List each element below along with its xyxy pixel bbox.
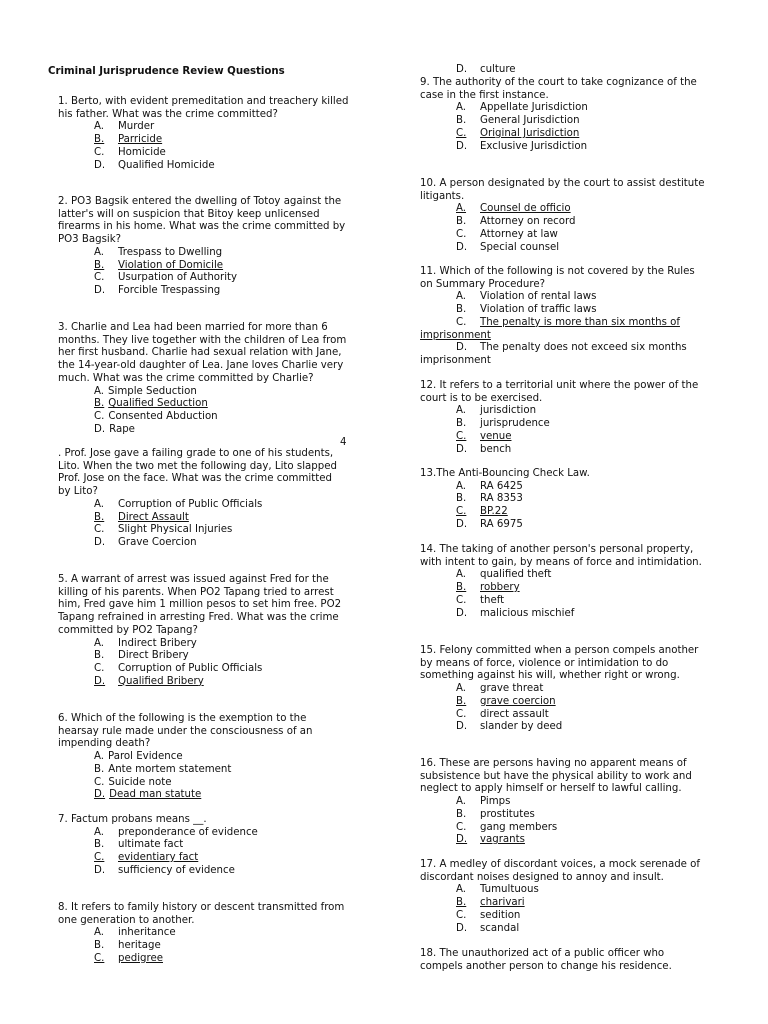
- answer-option: [420, 342, 710, 367]
- question-1: [58, 96, 350, 172]
- option-text: Attorney on record: [480, 216, 576, 228]
- option-text: Violation of traffic laws: [480, 304, 597, 316]
- option-letter: D.: [94, 536, 106, 548]
- answer-option: [58, 676, 350, 689]
- option-letter: A.: [456, 796, 467, 808]
- option-text: Corruption of Public Officials: [118, 498, 263, 510]
- option-text: gang members: [480, 821, 558, 833]
- answer-option: [58, 663, 350, 676]
- answer-option: [58, 411, 350, 424]
- answer-option: [58, 638, 350, 651]
- option-text: inheritance: [118, 927, 176, 939]
- option-letter: D.: [456, 140, 468, 152]
- option-letter: B.: [456, 897, 467, 909]
- question-text: 5. A warrant of arrest was issued against Fred for the killing of his parents. When PO2 Tapang tried to arrest him, Fred gave him 1 million pesos to set him free. PO2 Tapang refrained in arresting Fred. What was the crime committed by PO2 Tapang?: [58, 574, 342, 636]
- options: [420, 884, 710, 935]
- option-text: Grave Coercion: [118, 536, 197, 548]
- option-text: malicious mischief: [480, 607, 575, 619]
- option-text: sufficiency of evidence: [118, 864, 235, 876]
- answer-option: [58, 424, 350, 437]
- option-letter: B.: [94, 259, 105, 271]
- option-text: Pimps: [480, 796, 511, 808]
- option-text: Parol Evidence: [108, 751, 183, 763]
- option-letter: A.: [94, 751, 105, 763]
- option-text: jurisprudence: [480, 418, 550, 430]
- option-letter: A.: [456, 203, 467, 215]
- option-text: bench: [480, 443, 512, 455]
- option-letter: B.: [94, 650, 105, 662]
- question-text: 3. Charlie and Lea had been married for more than 6 months. They live together with the children of Lea from her first husband. Charlie had sexual relation with Jane, the 14-year-old daughter of Lea. Jane loves Charlie very much. What was the crime committed by Charlie?: [58, 322, 347, 384]
- question-5: [58, 574, 350, 688]
- question-text: 6. Which of the following is the exemption to the hearsay rule made under the consciousness of an impending death?: [58, 713, 313, 750]
- option-letter: B.: [94, 511, 105, 523]
- option-text: heritage: [118, 940, 161, 952]
- option-text: The penalty does not exceed six months imprisonment: [420, 342, 687, 366]
- answer-option: [58, 285, 350, 298]
- question-text: 15. Felony committed when a person compels another by means of force, violence or intimidation to do something against his will, whether right or wrong.: [420, 645, 699, 682]
- option-text: Rape: [109, 423, 135, 435]
- answer-option: [420, 291, 710, 304]
- option-text: pedigree: [118, 952, 163, 964]
- option-letter: D.: [456, 721, 468, 733]
- answer-option: [420, 229, 710, 242]
- answer-option: [420, 709, 710, 722]
- option-text: theft: [480, 594, 505, 606]
- option-text: Counsel de officio: [480, 203, 571, 215]
- answer-option: [58, 121, 350, 134]
- option-letter: A.: [94, 246, 105, 258]
- answer-option: [58, 751, 328, 764]
- answer-option: [420, 796, 712, 809]
- answer-option: [420, 431, 710, 444]
- option-letter: D.: [94, 423, 106, 435]
- question-15: [420, 645, 710, 734]
- option-text: prostitutes: [480, 808, 535, 820]
- question-11: [420, 266, 710, 368]
- answer-option: [58, 940, 350, 953]
- option-letter: C.: [456, 506, 467, 518]
- answer-option: [420, 834, 712, 847]
- option-letter: B.: [456, 493, 467, 505]
- answer-option: [420, 569, 710, 582]
- answer-option: [58, 537, 338, 550]
- answer-option: [58, 398, 350, 411]
- option-letter: A.: [456, 405, 467, 417]
- option-text: Consented Abduction: [108, 410, 218, 422]
- options: [420, 203, 710, 254]
- question-text: 16. These are persons having no apparent means of subsistence but have the physical ability to work and neglect to apply himself or herself to lawful calling.: [420, 758, 692, 795]
- option-letter: D.: [456, 64, 468, 75]
- option-letter: B.: [94, 398, 105, 410]
- answer-option: [58, 789, 328, 802]
- question-text: 17. A medley of discordant voices, a mock serenade of discordant noises designed to annoy and insult.: [420, 859, 700, 883]
- option-text: Direct Assault: [118, 511, 189, 523]
- option-letter: A.: [94, 927, 105, 939]
- answer-option: [420, 493, 710, 506]
- option-letter: C.: [94, 852, 105, 864]
- answer-option: [420, 317, 710, 342]
- option-letter: A.: [456, 102, 467, 114]
- option-letter: C.: [456, 594, 467, 606]
- option-letter: C.: [456, 909, 467, 921]
- page-marker: 4: [340, 437, 347, 448]
- option-text: The penalty is more than six months of imprisonment: [420, 316, 680, 341]
- answer-option: [420, 506, 710, 519]
- option-letter: B.: [94, 940, 105, 952]
- options: [58, 751, 328, 802]
- option-text: Ante mortem statement: [108, 763, 232, 775]
- options: [420, 683, 710, 734]
- option-text: Violation of rental laws: [480, 291, 597, 303]
- answer-option: [420, 128, 710, 141]
- option-text: jurisdiction: [480, 405, 537, 417]
- option-letter: C.: [456, 821, 467, 833]
- option-text: Tumultuous: [480, 884, 539, 896]
- question-text: 9. The authority of the court to take cognizance of the case in the first instance.: [420, 77, 697, 101]
- options: [420, 291, 710, 367]
- answer-option: [58, 777, 328, 790]
- option-text: RA 6975: [480, 518, 523, 530]
- answer-option: [58, 160, 350, 173]
- option-letter: B.: [456, 418, 467, 430]
- options: [420, 796, 712, 847]
- option-text: Homicide: [118, 146, 166, 158]
- option-letter: C.: [456, 708, 467, 720]
- option-letter: D.: [94, 675, 106, 687]
- option-text: Attorney at law: [480, 228, 558, 240]
- answer-option: [420, 519, 710, 532]
- option-letter: C.: [456, 228, 467, 240]
- answer-option: [420, 897, 710, 910]
- answer-option: [420, 216, 710, 229]
- answer-option: [420, 444, 710, 457]
- option-text: Slight Physical Injuries: [118, 524, 233, 536]
- answer-option: [420, 115, 710, 128]
- question-7: [58, 814, 350, 878]
- question-17: [420, 859, 710, 935]
- question-6: [58, 713, 328, 802]
- answer-option: [58, 512, 338, 525]
- question-14: [420, 544, 710, 620]
- option-letter: D.: [94, 864, 106, 876]
- option-text: Qualified Bribery: [118, 675, 204, 687]
- option-letter: B.: [94, 763, 105, 775]
- question-10: [420, 178, 710, 254]
- option-text: slander by deed: [480, 721, 563, 733]
- options: [58, 927, 350, 965]
- question-2: [58, 196, 350, 298]
- options: [420, 481, 710, 532]
- option-letter: D.: [456, 922, 468, 934]
- option-letter: B.: [94, 134, 105, 146]
- question-12: [420, 380, 710, 456]
- answer-option: [58, 865, 350, 878]
- question-text: 18. The unauthorized act of a public officer who compels another person to change his residence.: [420, 948, 672, 972]
- option-text: venue: [480, 430, 512, 442]
- option-text: BP.22: [480, 506, 508, 518]
- option-letter: A.: [456, 884, 467, 896]
- answer-option: [420, 910, 710, 923]
- option-letter: D.: [456, 443, 468, 455]
- question-18: [420, 948, 710, 973]
- answer-option: [420, 683, 710, 696]
- option-letter: A.: [456, 291, 467, 303]
- options: [58, 638, 350, 689]
- answer-option: [58, 953, 350, 966]
- option-letter: D.: [456, 834, 468, 846]
- option-text: Qualified Homicide: [118, 159, 215, 171]
- question-text: 10. A person designated by the court to assist destitute litigants.: [420, 178, 705, 202]
- answer-option: [420, 608, 710, 621]
- option-letter: B.: [456, 582, 467, 594]
- option-text: Dead man statute: [109, 789, 202, 801]
- option-letter: D.: [456, 607, 468, 619]
- option-text: Exclusive Jurisdiction: [480, 140, 588, 152]
- options: [420, 569, 710, 620]
- option-letter: B.: [456, 216, 467, 228]
- option-text: Direct Bribery: [118, 650, 189, 662]
- answer-option: [58, 260, 350, 273]
- option-text: Indirect Bribery: [118, 637, 197, 649]
- option-letter: A.: [94, 121, 105, 133]
- option-text: Murder: [118, 121, 155, 133]
- options: [58, 386, 350, 437]
- answer-option: [58, 524, 338, 537]
- option-text: Trespass to Dwelling: [118, 246, 223, 258]
- answer-option: [58, 852, 350, 865]
- option-text: Simple Seduction: [108, 385, 197, 397]
- options: [58, 499, 338, 550]
- options: [420, 405, 710, 456]
- question-8: [58, 902, 350, 966]
- answer-option: [420, 809, 712, 822]
- answer-option: [420, 923, 710, 936]
- answer-option: [420, 721, 710, 734]
- option-text: robbery: [480, 582, 520, 594]
- option-text: sedition: [480, 909, 521, 921]
- answer-option: [420, 203, 710, 216]
- answer-option: [58, 927, 350, 940]
- question-8-option-d: [420, 64, 710, 77]
- answer-option: [58, 272, 350, 285]
- question-text: 14. The taking of another person's personal property, with intent to gain, by means of force and intimidation.: [420, 544, 702, 568]
- option-letter: C.: [94, 952, 105, 964]
- option-letter: A.: [456, 480, 467, 492]
- option-letter: C.: [456, 127, 467, 139]
- answer-option: [58, 386, 350, 399]
- option-text: qualified theft: [480, 569, 552, 581]
- answer-option: [420, 418, 710, 431]
- option-text: charivari: [480, 897, 525, 909]
- option-letter: A.: [94, 826, 105, 838]
- question-text: 13.The Anti-Bouncing Check Law.: [420, 468, 590, 479]
- option-text: General Jurisdiction: [480, 115, 580, 127]
- option-text: Violation of Domicile: [118, 259, 224, 271]
- question-4: [58, 448, 338, 550]
- answer-option: [420, 242, 710, 255]
- answer-option: [58, 247, 350, 260]
- option-letter: D.: [94, 159, 106, 171]
- option-text: culture: [480, 64, 516, 75]
- option-text: Suicide note: [108, 776, 172, 788]
- option-letter: C.: [456, 316, 467, 328]
- option-letter: A.: [456, 569, 467, 581]
- question-3: [58, 322, 350, 436]
- option-letter: B.: [456, 304, 467, 316]
- option-text: preponderance of evidence: [118, 826, 258, 838]
- option-text: Corruption of Public Officials: [118, 662, 263, 674]
- option-text: Special counsel: [480, 241, 560, 253]
- option-letter: B.: [94, 839, 105, 851]
- answer-option: [420, 595, 710, 608]
- option-text: Usurpation of Authority: [118, 272, 238, 284]
- answer-option: [58, 650, 350, 663]
- answer-option: [420, 582, 710, 595]
- option-text: vagrants: [480, 834, 525, 846]
- option-text: evidentiary fact: [118, 852, 199, 864]
- answer-option: [420, 481, 710, 494]
- options: [420, 102, 710, 153]
- option-letter: D.: [456, 518, 468, 530]
- question-16: [420, 758, 712, 847]
- option-letter: C.: [456, 430, 467, 442]
- question-13: [420, 468, 710, 532]
- option-text: grave threat: [480, 683, 544, 695]
- options: [58, 827, 350, 878]
- option-text: Appellate Jurisdiction: [480, 102, 588, 114]
- option-text: RA 6425: [480, 480, 523, 492]
- question-text: 2. PO3 Bagsik entered the dwelling of Totoy against the latter's will on suspicion that Bitoy keep unlicensed firearms in his home. What was the crime committed by PO3 Bagsik?: [58, 196, 346, 246]
- answer-option: [58, 499, 338, 512]
- option-text: scandal: [480, 922, 520, 934]
- option-text: ultimate fact: [118, 839, 184, 851]
- option-text: Parricide: [118, 134, 163, 146]
- option-text: Qualified Seduction: [108, 398, 208, 410]
- option-letter: C.: [94, 146, 105, 158]
- option-letter: B.: [456, 115, 467, 127]
- option-letter: D.: [456, 342, 468, 354]
- option-letter: D.: [94, 789, 106, 801]
- question-text: 1. Berto, with evident premeditation and treachery killed his father. What was the crime committed?: [58, 96, 349, 120]
- options: [58, 247, 350, 298]
- question-9: [420, 77, 710, 153]
- option-letter: A.: [94, 498, 105, 510]
- answer-option: [58, 827, 350, 840]
- option-letter: B.: [456, 808, 467, 820]
- answer-option: [58, 839, 350, 852]
- option-text: grave coercion: [480, 695, 556, 707]
- options: [58, 121, 350, 172]
- question-text: 11. Which of the following is not covered by the Rules on Summary Procedure?: [420, 266, 695, 290]
- option-text: direct assault: [480, 708, 549, 720]
- answer-option: [58, 134, 350, 147]
- question-text: 7. Factum probans means __.: [58, 814, 207, 825]
- question-text: 12. It refers to a territorial unit where the power of the court is to be exercised.: [420, 380, 699, 404]
- answer-option: [420, 304, 710, 317]
- answer-option: [58, 764, 328, 777]
- option-letter: D.: [94, 284, 106, 296]
- option-text: Original Jurisdiction: [480, 127, 580, 139]
- question-text: . Prof. Jose gave a failing grade to one of his students, Lito. When the two met the following day, Lito slapped Prof. Jose on the face. What was the crime committed by Lito?: [58, 448, 337, 498]
- option-letter: A.: [94, 637, 105, 649]
- question-text: 8. It refers to family history or descent transmitted from one generation to another.: [58, 902, 345, 926]
- option-letter: A.: [456, 683, 467, 695]
- option-letter: B.: [456, 695, 467, 707]
- option-letter: A.: [94, 385, 105, 397]
- answer-option: [420, 141, 710, 154]
- option-text: Forcible Trespassing: [118, 284, 221, 296]
- answer-option: [420, 822, 712, 835]
- option-letter: C.: [94, 524, 105, 536]
- document-title: Criminal Jurisprudence Review Questions: [48, 66, 285, 77]
- answer-option: [420, 884, 710, 897]
- option-letter: C.: [94, 662, 105, 674]
- option-letter: C.: [94, 776, 105, 788]
- answer-option: [420, 405, 710, 418]
- option-letter: C.: [94, 410, 105, 422]
- answer-option: [420, 696, 710, 709]
- option-letter: D.: [456, 241, 468, 253]
- answer-option: [420, 102, 710, 115]
- option-text: RA 8353: [480, 493, 523, 505]
- answer-option: [58, 147, 350, 160]
- option-letter: C.: [94, 272, 105, 284]
